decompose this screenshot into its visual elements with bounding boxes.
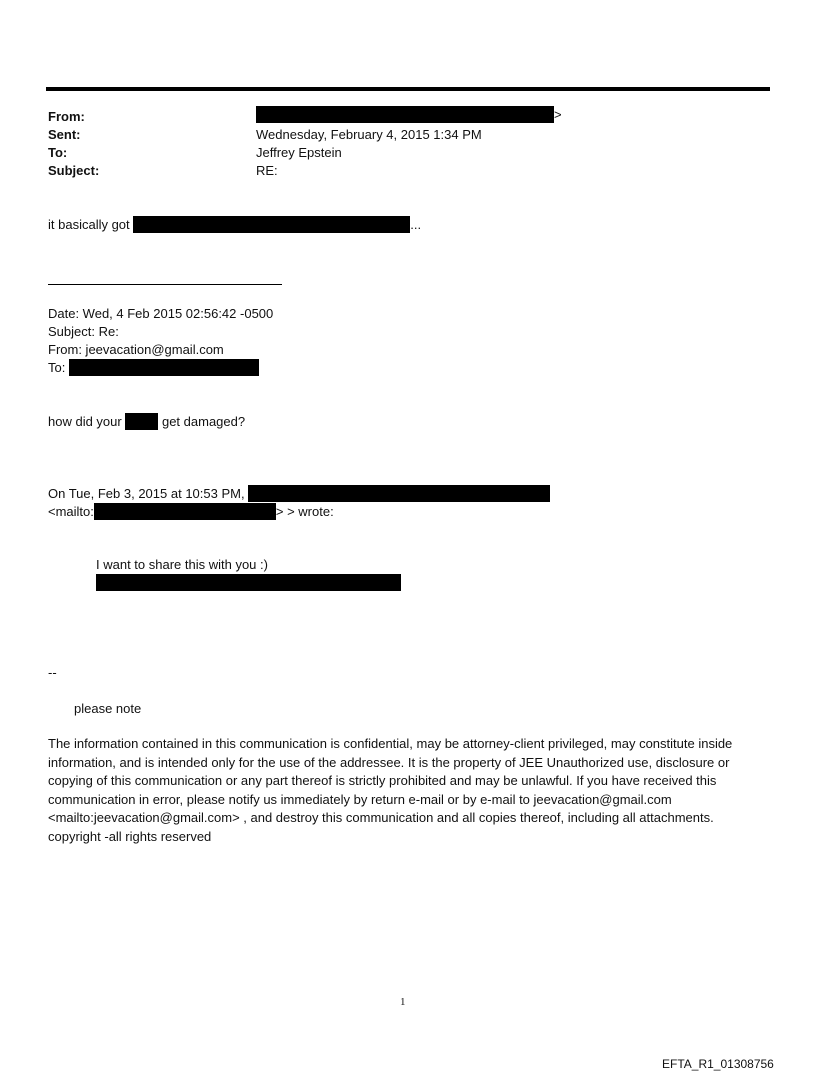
to-value: Jeffrey Epstein	[256, 145, 342, 160]
quoted-from: From: jeevacation@gmail.com	[48, 342, 224, 357]
redaction-sender	[248, 485, 550, 502]
to-label: To:	[48, 145, 68, 160]
quoted-to-label: To:	[48, 360, 66, 375]
page-number: 1	[400, 996, 406, 1008]
quoted-date: Date: Wed, 4 Feb 2015 02:56:42 -0500	[48, 306, 274, 321]
redaction-item	[125, 413, 158, 430]
share-redaction-line	[96, 574, 401, 592]
signature-dashes: --	[48, 665, 57, 680]
subject-label: Subject:	[48, 163, 100, 178]
quoted-to	[48, 359, 259, 377]
on-text: On Tue, Feb 3, 2015 at 10:53 PM,	[48, 486, 245, 501]
redaction-mailto	[94, 503, 276, 520]
share-line: I want to share this with you :)	[96, 557, 268, 572]
mailto-prefix: <mailto:	[48, 504, 94, 519]
redaction-link	[96, 574, 401, 591]
disclaimer-paragraph: The information contained in this communication is confidential, may be attorney-client privileged, may constitute inside information, and is intended only for the use of the addressee. It is the property of JEE Unauthorized use, disclosure or copying of this communication or any part thereof is strictly prohibited and may be unlawful. If you have received this communication in error, please notify us immediately by return e-mail or by e-mail to jeevacation@gmail.com <mailto:jeevacation@gmail.com> , and destroy this communication and all copies thereof, including all attachments. copyright -all rights reserved	[48, 736, 733, 844]
redaction-reply	[133, 216, 410, 233]
from-label: From:	[48, 109, 85, 124]
subject-value: RE:	[256, 163, 278, 178]
question-prefix: how did your	[48, 414, 122, 429]
question-line	[48, 413, 245, 431]
quoted-subject: Subject: Re:	[48, 324, 119, 339]
please-note: please note	[74, 701, 142, 716]
redaction-to	[69, 359, 259, 376]
reply-suffix: ...	[410, 217, 422, 232]
quote-separator	[48, 284, 282, 285]
reply-line	[48, 216, 421, 234]
sent-value: Wednesday, February 4, 2015 1:34 PM	[256, 127, 482, 142]
redaction-from	[256, 106, 554, 123]
sent-label: Sent:	[48, 127, 81, 142]
mailto-suffix: > > wrote:	[275, 504, 334, 519]
mailto-line	[48, 503, 334, 521]
on-line	[48, 485, 550, 503]
from-suffix: >	[554, 107, 562, 122]
from-value	[256, 106, 562, 124]
document-id: EFTA_R1_01308756	[662, 1057, 774, 1071]
header-rule	[46, 87, 770, 91]
question-suffix: get damaged?	[161, 414, 246, 429]
reply-prefix: it basically got	[48, 217, 130, 232]
